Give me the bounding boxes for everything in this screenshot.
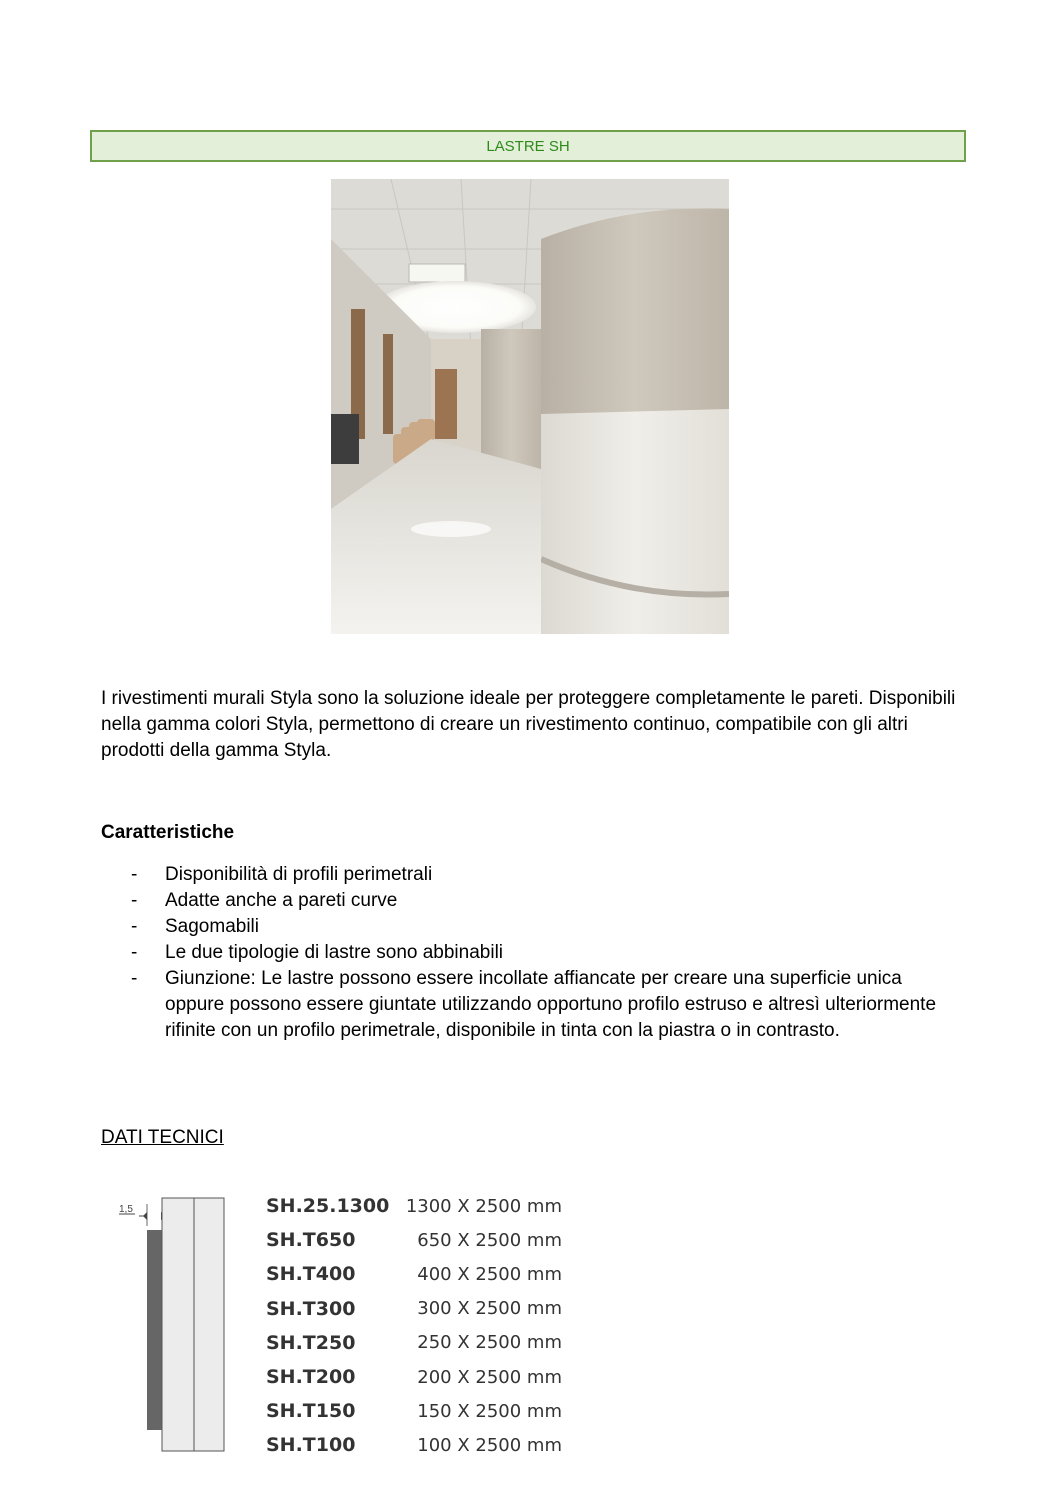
hallway-photo-illustration	[331, 179, 729, 634]
spec-table	[266, 1189, 562, 1463]
intro-paragraph	[101, 686, 971, 764]
table-row	[266, 1428, 562, 1462]
list-item-text: Sagomabili	[165, 916, 259, 937]
panel-profile	[147, 1230, 162, 1430]
features-list	[101, 862, 971, 1044]
spec-size: 1300 X 2500 mm	[405, 1195, 562, 1217]
table-row	[266, 1360, 562, 1394]
list-item-text: Adatte anche a pareti curve	[165, 890, 398, 911]
table-row	[266, 1223, 562, 1257]
arrow-right-icon	[143, 1212, 147, 1220]
table-row	[266, 1326, 562, 1360]
list-bullet: -	[131, 864, 138, 885]
list-item-text: Le due tipologie di lastre sono abbinabili	[165, 942, 504, 963]
spec-size: 250 X 2500 mm	[417, 1332, 562, 1354]
spec-size: 400 X 2500 mm	[417, 1263, 562, 1285]
spec-size: 300 X 2500 mm	[417, 1298, 562, 1320]
spec-code: SH.T300	[266, 1297, 356, 1320]
spec-size: 650 X 2500 mm	[417, 1229, 562, 1251]
list-bullet: -	[131, 916, 138, 937]
table-row	[266, 1292, 562, 1326]
spec-code: SH.T400	[266, 1263, 356, 1286]
wall-section	[162, 1198, 224, 1451]
list-item-text: Disponibilità di profili perimetrali	[165, 864, 433, 885]
intro-text: I rivestimenti murali Styla sono la soluzione ideale per proteggere completamente le pareti. Disponibili nella gamma colori Styla, permettono di creare un rivestimento continuo, compatibile con gli altri prodotti della gamma Styla.	[101, 688, 956, 761]
spec-size: 200 X 2500 mm	[417, 1366, 562, 1388]
table-row	[266, 1257, 562, 1291]
list-item	[101, 940, 971, 966]
list-item	[101, 966, 971, 1044]
spec-code: SH.T150	[266, 1400, 356, 1423]
spec-size: 150 X 2500 mm	[417, 1400, 562, 1422]
thickness-label: 1,5	[119, 1204, 133, 1215]
spec-code: SH.T650	[266, 1229, 356, 1252]
section-title-bar	[90, 130, 966, 162]
tech-data-heading: DATI TECNICI	[101, 1127, 224, 1148]
list-item	[101, 862, 971, 888]
list-item	[101, 914, 971, 940]
list-bullet: -	[131, 968, 138, 989]
spec-code: SH.T200	[266, 1366, 356, 1389]
list-item	[101, 888, 971, 914]
spec-code: SH.25.1300	[266, 1195, 390, 1218]
spec-code: SH.T100	[266, 1434, 356, 1457]
list-bullet: -	[131, 890, 138, 911]
hallway-photo	[331, 179, 729, 634]
table-row	[266, 1394, 562, 1428]
section-title: LASTRE SH	[486, 137, 570, 155]
list-bullet: -	[131, 942, 138, 963]
spec-size: 100 X 2500 mm	[417, 1434, 562, 1456]
spec-code: SH.T250	[266, 1331, 356, 1354]
features-heading: Caratteristiche	[101, 822, 235, 843]
table-row	[266, 1189, 562, 1223]
list-item-text: Giunzione: Le lastre possono essere incollate affiancate per creare una superficie unica oppure possono essere giuntate utilizzando opportuno profilo estruso e altresì ulteriormente rifinite con un profilo perimetrale, disponibile in tinta con la piastra o in contrasto.	[165, 968, 937, 1041]
panel-section-diagram	[113, 1190, 243, 1455]
